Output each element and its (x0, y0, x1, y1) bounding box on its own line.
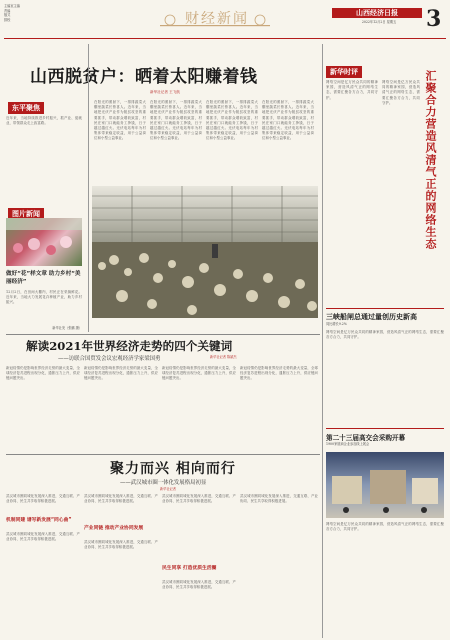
masthead-rule (4, 38, 446, 39)
third-body-text: 武汉城市圈同城化发展深入推进，交通互联、产业协同、民生共享取得积极进展。 (162, 580, 236, 590)
second-col-1 (6, 366, 80, 452)
third-col-3b (162, 580, 236, 636)
masthead-line: 版式 (4, 13, 11, 18)
column-divider (88, 44, 89, 332)
masthead-line: 主编室主编 (4, 4, 20, 8)
third-subtitle: ——武汉城市圈一体化发展格局初显 (120, 480, 207, 486)
right-box1-subtitle: 同比增长9.2% (326, 322, 347, 326)
paper-name: 山西经济日报 (356, 9, 398, 17)
column-divider (322, 44, 323, 638)
date-line: 2022年12月2日 星期五 (361, 20, 397, 24)
third-body-text: 武汉城市圈同城化发展深入推进，交通互联、产业协同、民生共享取得积极进展。 (84, 494, 158, 504)
photo-caption-text (6, 290, 82, 324)
greenhouse-mushroom-photo (92, 186, 318, 318)
second-col-3 (162, 366, 236, 452)
second-body-text: 新冠疫情仍是影响世界经济走势的最大变量，全球经济复苏进程出现分化，通胀压力上升，供应链问题突出。 (162, 366, 236, 381)
photo-caption-body: 12月2日，在田间大棚内，村民正在采摘鲜花。近年来，当地大力发展花卉种植产业，助力乡村振兴。 (6, 290, 82, 305)
right-box2-title: 第二十三届高交会采购开幕 (326, 434, 406, 442)
right-body-text: 网络空间是亿万民众共同的精神家园，营造风清气正的网络生态，需要汇聚各方合力，共同守护。 (382, 80, 420, 105)
left-sidebar-body (6, 116, 82, 204)
main-body-text: 在阳光的照射下，一排排蔬菜大棚里蔬菜长势喜人。近年来，当地把光伏产业作为脱贫攻坚的重要抓手，带动群众增收致富，村民在家门口就能务工挣钱，日子越过越红火。光伏电站每年为村集体带来稳定收益，用于公益岗位和小型公益事业。 (262, 100, 314, 141)
third-body-text: 武汉城市圈同城化发展深入推进，交通互联、产业协同、民生共享取得积极进展。 (6, 494, 80, 504)
left-section-tag: 东平聚焦 (8, 102, 44, 114)
main-column-1 (94, 100, 146, 184)
right-box1-rule (326, 308, 444, 309)
photo-caption-title: 做好“花”样文章 助力乡村“美丽经济” (6, 271, 81, 285)
masthead-line: 排校 (4, 17, 11, 22)
right-box1-text: 网络空间是亿万民众共同的精神家园，营造风清气正的网络生态，需要汇聚各方合力，共同守护。 (326, 330, 444, 340)
second-body-text: 新冠疫情仍是影响世界经济走势的最大变量，全球经济复苏进程出现分化，通胀压力上升，供应链问题突出。 (6, 366, 80, 381)
right-section-tag: 新华时评 (326, 66, 362, 78)
main-column-4 (262, 100, 314, 184)
right-body-text: 网络空间是亿万民众共同的精神家园，营造风清气正的网络生态，需要汇聚各方合力，共同守护。 (326, 80, 378, 100)
main-column-2 (150, 100, 202, 184)
third-col-3 (162, 494, 236, 564)
expo-photo-drawing (326, 452, 444, 518)
right-box1-body (326, 330, 444, 426)
third-col-left (6, 494, 80, 516)
third-subhead-2: 民生同享 打造优质生活圈 (162, 566, 217, 571)
third-body-text: 武汉城市圈同城化发展深入推进，交通互联、产业协同、民生共享取得积极进展。 (84, 540, 158, 550)
third-headline: 聚力而兴 相向而行 (110, 461, 236, 477)
photo-news-tag: 图片新闻 (8, 208, 44, 220)
third-body-text: 武汉城市圈同城化发展深入推进，交通互联、产业协同、民生共享取得积极进展。 (162, 494, 236, 504)
masthead-line: 责编 (4, 8, 11, 13)
right-box2-rule (326, 428, 444, 429)
third-left-subhead: 机制同建 谱写新发展“同心曲” (6, 518, 72, 523)
third-col-2 (84, 540, 158, 636)
third-body-text: 武汉城市圈同城化发展深入推进，交通互联、产业协同、民生共享取得积极进展。 (240, 494, 318, 504)
right-body-col-2 (382, 80, 420, 306)
section-title: 财经新闻 (185, 11, 249, 27)
main-column-3 (206, 100, 258, 184)
second-col-2 (84, 366, 158, 452)
second-headline: 解读2021年世界经济走势的四个关键词 (26, 339, 233, 353)
second-article-rule (6, 334, 320, 335)
main-body-text: 在阳光的照射下，一排排蔬菜大棚里蔬菜长势喜人。近年来，当地把光伏产业作为脱贫攻坚的重要抓手，带动群众增收致富，村民在家门口就能务工挣钱，日子越过越红火。光伏电站每年为村集体带来稳定收益，用于公益岗位和小型公益事业。 (150, 100, 202, 141)
main-body-text: 在阳光的照射下，一排排蔬菜大棚里蔬菜长势喜人。近年来，当地把光伏产业作为脱贫攻坚的重要抓手，带动群众增收致富，村民在家门口就能务工挣钱，日子越过越红火。光伏电站每年为村集体带来稳定收益，用于公益岗位和小型公益事业。 (206, 100, 258, 141)
main-body-text: 在阳光的照射下，一排排蔬菜大棚里蔬菜长势喜人。近年来，当地把光伏产业作为脱贫攻坚的重要抓手，带动群众增收致富，村民在家门口就能务工挣钱，日子越过越红火。光伏电站每年为村集体带来稳定收益，用于公益岗位和小型公益事业。 (94, 100, 146, 141)
masthead-left-info (4, 4, 124, 22)
second-byline: 新华社记者 陈斌杰 (210, 355, 237, 359)
page-number: 3 (426, 6, 442, 32)
third-article-rule (6, 454, 320, 455)
third-subhead-1: 产业同链 推动产业协同发展 (84, 526, 144, 531)
left-sidebar-text: 近年来，当地持续推进乡村振兴，抓产业、促就业，带领群众走上致富路。 (6, 116, 82, 126)
right-vertical-headline: 汇聚合力营造风清气正的网络生态 (424, 70, 437, 250)
photo-texture (6, 218, 82, 266)
third-col-2a (84, 494, 158, 524)
third-col-4 (240, 494, 318, 636)
second-body-text: 新冠疫情仍是影响世界经济走势的最大变量，全球经济复苏进程出现分化，通胀压力上升，供应链问题突出。 (240, 366, 318, 381)
main-byline: 新华社记者 王飞航 (150, 90, 180, 94)
expo-hall-photo (326, 452, 444, 518)
right-box2-subtitle: 1900家展商企业参加线上展会 (326, 442, 370, 446)
third-byline: 新华社记者 (160, 487, 176, 491)
right-box1-title: 三峡船闸总通过量创历史新高 (326, 313, 417, 321)
second-col-4 (240, 366, 318, 452)
second-body-text: 新冠疫情仍是影响世界经济走势的最大变量，全球经济复苏进程出现分化，通胀压力上升，供应链问题突出。 (84, 366, 158, 381)
third-body-text: 武汉城市圈同城化发展深入推进，交通互联、产业协同、民生共享取得积极进展。 (6, 532, 80, 542)
photo-credit: 新华社发（张鹏 摄） (52, 326, 82, 330)
third-col-1 (6, 532, 80, 636)
paper-name-badge (332, 8, 422, 18)
section-banner (160, 8, 270, 32)
main-headline: 山西脱贫户：晒着太阳赚着钱 (30, 67, 258, 87)
right-body-col-1 (326, 80, 378, 306)
flower-greenhouse-photo (6, 218, 82, 266)
second-subtitle: ——访联合国贸发会议宏观经济学家梁国勇 (58, 356, 161, 362)
right-box2-text: 网络空间是亿万民众共同的精神家园，营造风清气正的网络生态，需要汇聚各方合力，共同守护。 (326, 522, 444, 532)
right-box2-body (326, 522, 444, 634)
greenhouse-photo-drawing (92, 186, 318, 318)
